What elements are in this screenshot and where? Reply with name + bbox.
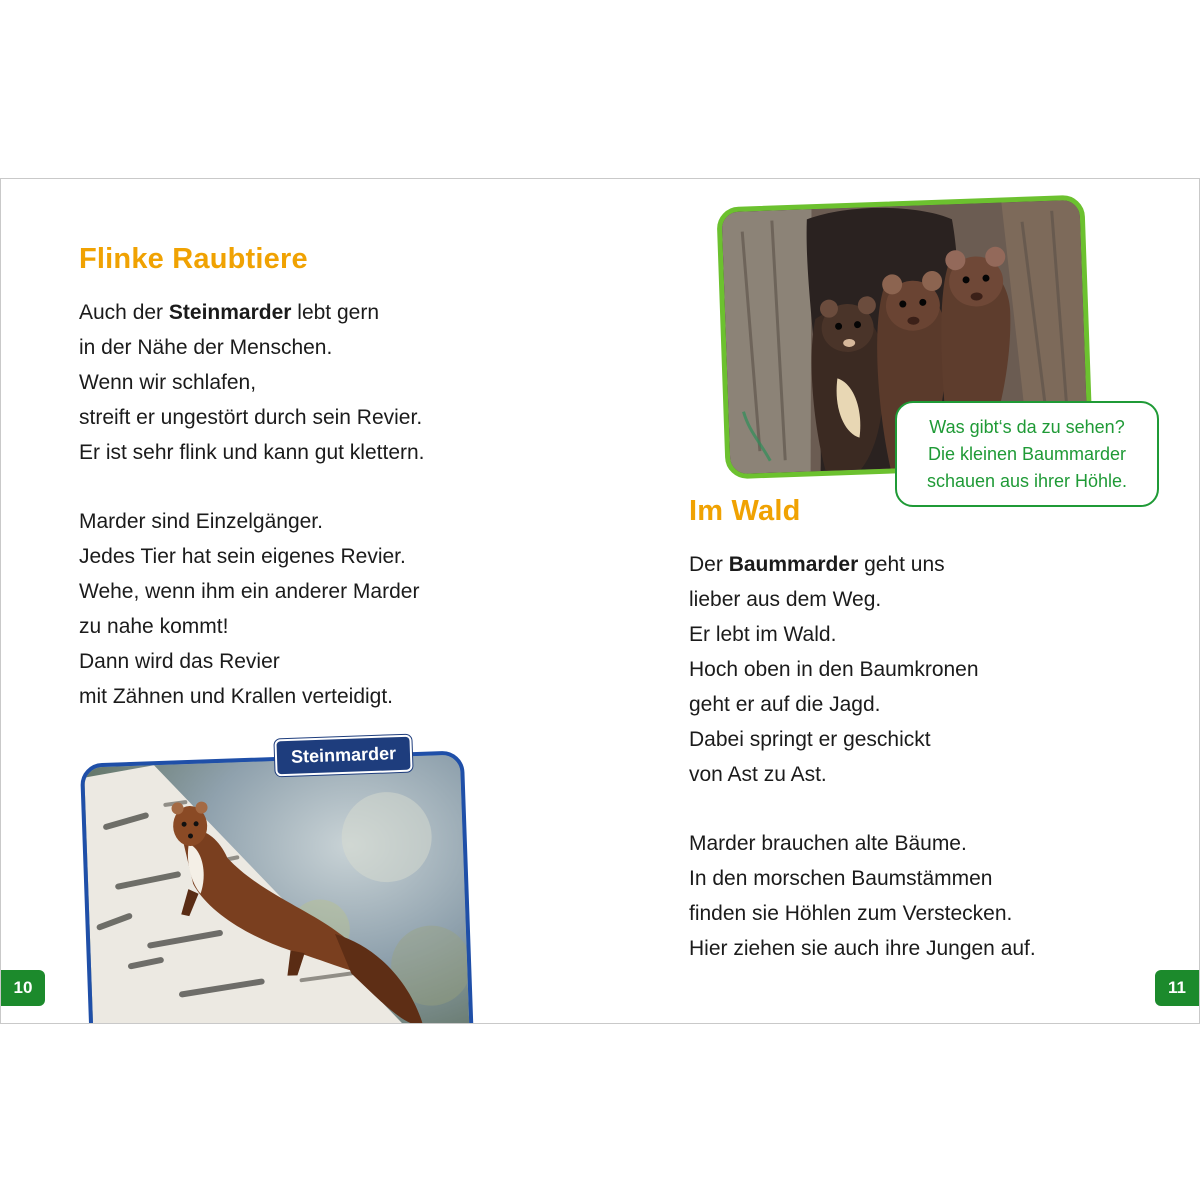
right-para1-line-2: lieber aus dem Weg. [689,588,882,611]
left-para1-line-5: Er ist sehr flink und kann gut klettern. [79,441,425,464]
page-number-left: 10 [1,970,45,1006]
left-para2-line-1: Marder sind Einzelgänger. [79,510,323,533]
right-heading: Im Wald [689,495,801,527]
caption-line-3: schauen aus ihrer Höhle. [926,470,1128,491]
right-para2-line-1: Marder brauchen alte Bäume. [689,832,967,855]
right-para1-line-7: von Ast zu Ast. [689,763,827,786]
right-para2-line-3: finden sie Höhlen zum Verstecken. [689,902,1013,925]
right-para1-line-1: Der Baummarder geht uns [689,553,945,576]
right-para1-line-6: Dabei springt er geschickt [689,728,931,751]
stone-marten-illustration [84,755,470,1024]
caption-line-2: Die kleinen Baummarder [927,443,1127,464]
left-para1-line-1: Auch der Steinmarder lebt gern [79,301,379,324]
left-para2-line-5: Dann wird das Revier [79,650,280,673]
left-para1-line-3: Wenn wir schlafen, [79,371,257,394]
left-para2-line-3: Wehe, wenn ihm ein anderer Marder [79,580,420,603]
left-para1-line-2: in der Nähe der Menschen. [79,336,333,359]
page-number-right: 11 [1155,970,1199,1006]
left-para2-line-6: mit Zähnen und Krallen verteidigt. [79,685,394,708]
photo-tag-steinmarder: Steinmarder [274,735,412,777]
right-para1-line-5: geht er auf die Jagd. [689,693,881,716]
right-para2-line-2: In den morschen Baumstämmen [689,867,993,890]
caption-line-1: Was gibt‘s da zu sehen? [929,416,1125,437]
left-heading: Flinke Raubtiere [79,243,308,275]
photo-caption [895,401,1159,507]
left-para2-line-2: Jedes Tier hat sein eigenes Revier. [79,545,406,568]
stone-marten-photo [80,750,474,1024]
left-para1-line-4: streift er ungestört durch sein Revier. [79,406,423,429]
left-para2-line-4: zu nahe kommt! [79,615,229,638]
book-spread [0,178,1200,1024]
right-para2-line-4: Hier ziehen sie auch ihre Jungen auf. [689,937,1036,960]
right-para1-line-4: Hoch oben in den Baumkronen [689,658,979,681]
right-para1-line-3: Er lebt im Wald. [689,623,837,646]
